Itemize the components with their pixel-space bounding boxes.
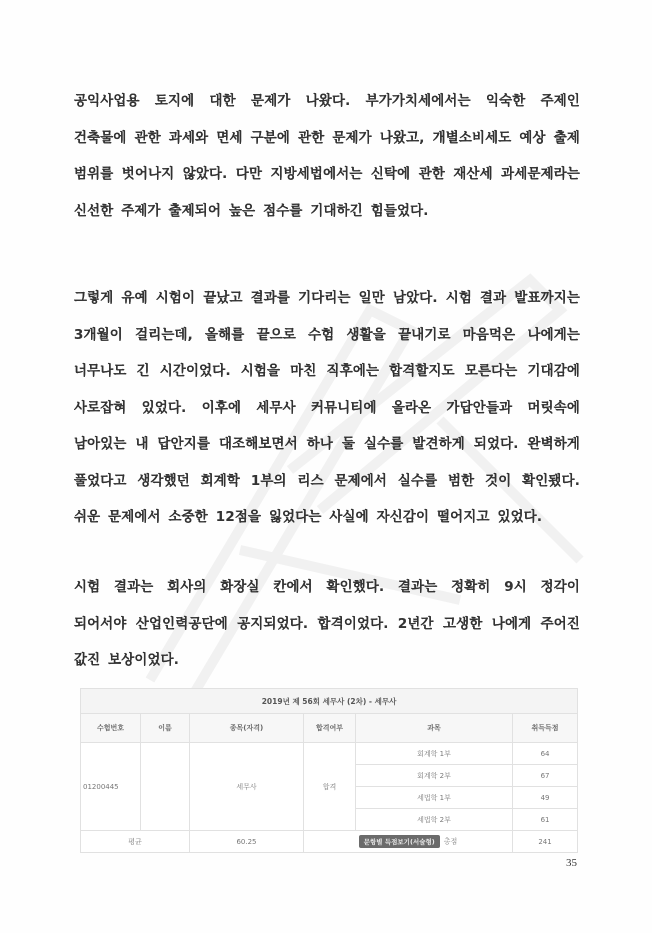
header-pass-status: 합격여부 xyxy=(304,714,356,743)
header-subject: 과목 xyxy=(356,714,513,743)
total-label: 총점 xyxy=(443,837,458,846)
paragraph-line: 그렇게 유예 시험이 끝났고 결과를 기다리는 일만 남았다. 시험 결과 발표까지는 xyxy=(74,291,580,306)
header-qualification: 종목(자격) xyxy=(190,714,304,743)
exam-result-table xyxy=(80,688,578,853)
paragraph-line: 신선한 주제가 출제되어 높은 점수를 기대하긴 힘들었다. xyxy=(74,203,429,219)
table-row xyxy=(81,743,578,765)
subject-cell: 세법학 2부 xyxy=(356,809,513,831)
score-cell: 67 xyxy=(513,765,578,787)
paragraph-line: 쉬운 문제에서 소중한 12점을 잃었다는 사실에 자신감이 떨어지고 있었다. xyxy=(74,510,543,525)
name-cell xyxy=(141,743,190,831)
paragraph-1 xyxy=(74,84,580,230)
paragraph-line: 값진 보상이었다. xyxy=(74,653,180,668)
paragraph-line: 남아있는 내 답안지를 대조해보면서 하나 둘 실수를 발견하게 되었다. 완벽하게 xyxy=(74,437,580,452)
total-label-cell xyxy=(304,831,513,853)
paragraph-2 xyxy=(74,281,580,537)
score-detail-button[interactable]: 문항별 득점보기(서술형) xyxy=(359,835,440,848)
qualification-cell: 세무사 xyxy=(190,743,304,831)
paragraph-line: 너무나도 긴 시간이었다. 시험을 마친 직후에는 합격할지도 모른다는 기대감에 xyxy=(74,364,580,379)
pass-status-cell: 합격 xyxy=(304,743,356,831)
paragraph-3 xyxy=(74,570,580,680)
subject-cell: 회계학 2부 xyxy=(356,765,513,787)
average-value: 60.25 xyxy=(190,831,304,853)
subject-cell: 세법학 1부 xyxy=(356,787,513,809)
total-value: 241 xyxy=(513,831,578,853)
average-label: 평균 xyxy=(81,831,190,853)
paragraph-line: 범위를 벗어나지 않았다. 다만 지방세법에서는 신탁에 관한 재산세 과세문제라는 xyxy=(74,167,580,182)
score-cell: 49 xyxy=(513,787,578,809)
table-title: 2019년 제 56회 세무사 (2차) - 세무사 xyxy=(81,689,578,714)
paragraph-line: 풀었다고 생각했던 회계학 1부의 리스 문제에서 실수를 범한 것이 확인됐다. xyxy=(74,473,580,489)
score-cell: 61 xyxy=(513,809,578,831)
subject-cell: 회계학 1부 xyxy=(356,743,513,765)
exam-number-cell: 01200445 xyxy=(81,743,141,831)
header-score: 취득득점 xyxy=(513,714,578,743)
header-name: 이름 xyxy=(141,714,190,743)
header-exam-number: 수험번호 xyxy=(81,714,141,743)
paragraph-line: 공익사업용 토지에 대한 문제가 나왔다. 부가가치세에서는 익숙한 주제인 xyxy=(74,94,580,109)
paragraph-line: 3개월이 걸리는데, 올해를 끝으로 수험 생활을 끝내기로 마음먹은 나에게는 xyxy=(74,327,580,343)
paragraph-line: 되어서야 산업인력공단에 공지되었다. 합격이었다. 2년간 고생한 나에게 주어진 xyxy=(74,616,580,632)
average-row xyxy=(81,831,578,853)
paragraph-line: 사로잡혀 있었다. 이후에 세무사 커뮤니티에 올라온 가답안들과 머릿속에 xyxy=(74,400,580,416)
score-cell: 64 xyxy=(513,743,578,765)
page-number: 35 xyxy=(566,857,577,869)
paragraph-line: 시험 결과는 회사의 화장실 칸에서 확인했다. 결과는 정확히 9시 정각이 xyxy=(74,580,580,595)
paragraph-line: 건축물에 관한 과세와 면세 구분에 관한 문제가 나왔고, 개별소비세도 예상 출제 xyxy=(74,130,580,146)
